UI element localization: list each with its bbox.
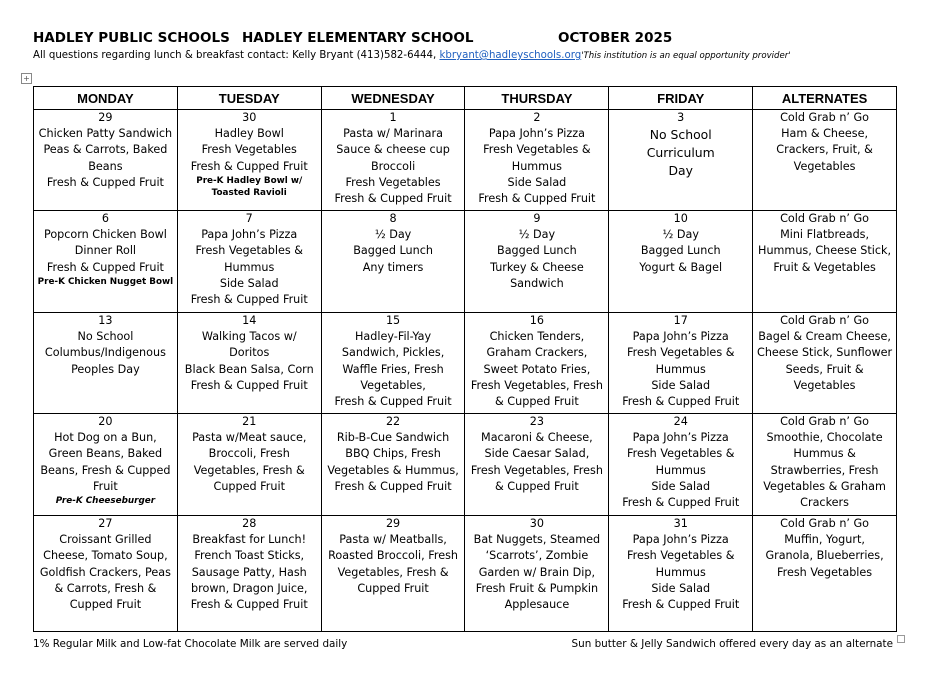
menu-item-line: Side Salad <box>507 175 567 189</box>
menu-cell-friday[interactable] <box>609 313 753 414</box>
cell-date: 29 <box>98 111 113 124</box>
equal-opportunity-note: 'This institution is an equal opportunity provider' <box>581 51 791 61</box>
menu-item-line: BBQ Chips, Fresh <box>345 447 441 461</box>
cell-date: 15 <box>385 314 401 327</box>
menu-item-line: Smoothie, Chocolate <box>766 431 883 445</box>
menu-item-line: Hummus <box>511 159 562 173</box>
menu-item-line: Croissant Grilled <box>59 533 152 547</box>
menu-cell-thursday[interactable] <box>465 414 609 516</box>
menu-item-line: Side Salad <box>219 276 279 290</box>
cell-date: 3 <box>677 111 685 124</box>
menu-item-line: Sweet Potato Fries, <box>483 362 591 376</box>
menu-cell-wednesday[interactable] <box>321 414 465 516</box>
menu-item-line: Granola, Blueberries, <box>765 549 884 563</box>
menu-item-line: Seeds, Fruit & <box>785 362 864 376</box>
menu-item-line: Hummus & <box>793 447 856 461</box>
week-row <box>34 516 897 632</box>
menu-item-line: Crackers, Fruit, & <box>776 143 873 157</box>
menu-item-line: Hadley-Fil-Yay <box>355 330 432 344</box>
menu-item-line: Roasted Broccoli, Fresh <box>328 549 458 563</box>
menu-item-line: Crackers <box>800 496 849 510</box>
pre-k-note: Pre-K Cheeseburger <box>55 496 156 507</box>
menu-item-line: Vegetables & Hummus, <box>327 463 459 477</box>
week-row <box>34 313 897 414</box>
menu-item-line: Cupped Fruit <box>357 581 429 595</box>
menu-item-line: Beans, Fresh & Cupped <box>40 463 171 477</box>
menu-item-line: Pasta w/ Meatballs, <box>339 533 447 547</box>
menu-item-line: Sandwich, Pickles, <box>341 346 445 360</box>
cell-date: 29 <box>385 517 401 530</box>
menu-item-line: Fresh Vegetables & <box>627 346 735 360</box>
district-title: HADLEY PUBLIC SCHOOLS <box>33 30 230 46</box>
menu-item-line: Fresh & Cupped Fruit <box>622 598 740 612</box>
menu-item-line: Breakfast for Lunch! <box>192 533 307 547</box>
cell-date: 17 <box>673 314 688 327</box>
menu-item-line: ½ Day <box>518 228 556 242</box>
menu-item-line: Popcorn Chicken Bowl <box>43 228 167 242</box>
menu-item-line: Dinner Roll <box>74 244 137 258</box>
cell-date: 22 <box>385 415 401 428</box>
menu-cell-tuesday[interactable] <box>177 110 321 211</box>
menu-item-line: Fresh Fruit & Pumpkin <box>475 581 599 595</box>
contact-email-link[interactable]: kbryant@hadleyschools.org <box>439 50 582 61</box>
menu-item-line: Fresh & Cupped Fruit <box>190 378 308 392</box>
menu-cell-alternates[interactable] <box>753 110 897 211</box>
menu-item-line: Side Salad <box>651 581 711 595</box>
week-row <box>34 211 897 313</box>
menu-item-line: ‘Scarrots’, Zombie <box>485 549 589 563</box>
menu-item-line: Cold Grab n’ Go <box>780 212 870 225</box>
menu-body <box>34 110 897 632</box>
menu-item-line: Papa John’s Pizza <box>632 533 729 547</box>
menu-item-line: Walking Tacos w/ <box>201 330 297 344</box>
menu-item-line: Fruit & Vegetables <box>773 260 876 274</box>
menu-item-line: Fresh & Cupped Fruit <box>190 598 308 612</box>
menu-item-line: Fresh & Cupped Fruit <box>334 395 452 409</box>
menu-item-line: Rib-B-Cue Sandwich <box>336 431 450 445</box>
menu-item-line: Bagged Lunch <box>353 244 433 258</box>
menu-cell-monday[interactable] <box>34 110 178 211</box>
menu-item-line: Fresh Vegetables <box>345 175 441 189</box>
menu-cell-tuesday[interactable] <box>177 211 321 313</box>
menu-item-line: Hummus <box>655 565 706 579</box>
menu-item-line: Fresh Vegetables <box>776 565 873 579</box>
menu-item-line: Turkey & Cheese <box>490 260 584 274</box>
menu-item-line: Fresh Vegetables & <box>483 143 591 157</box>
cell-date: 10 <box>673 212 688 225</box>
menu-item-line: & Cupped Fruit <box>495 395 579 409</box>
menu-item-line: Fresh & Cupped Fruit <box>622 395 740 409</box>
cell-date: 30 <box>242 111 257 124</box>
contact-text: All questions regarding lunch & breakfast contact: Kelly Bryant (413)582-6444, <box>33 50 440 61</box>
menu-item-line: Fresh & Cupped Fruit <box>622 496 740 510</box>
menu-cell-thursday[interactable] <box>465 211 609 313</box>
menu-cell-friday[interactable] <box>609 414 753 516</box>
school-title: HADLEY ELEMENTARY SCHOOL <box>242 30 474 46</box>
menu-item-line: Fresh & Cupped Fruit <box>190 159 308 173</box>
week-row <box>34 414 897 516</box>
menu-cell-monday[interactable] <box>34 211 178 313</box>
menu-item-line: Cupped Fruit <box>213 479 285 493</box>
menu-item-line: Sausage Patty, Hash <box>191 565 307 579</box>
menu-cell-alternates[interactable] <box>753 516 897 632</box>
menu-item-line: Papa John’s Pizza <box>488 127 585 141</box>
column-header-wednesday: WEDNESDAY <box>321 87 465 110</box>
no-school-line: Day <box>668 163 693 179</box>
contact-line <box>33 50 791 61</box>
cell-date: 16 <box>529 314 545 327</box>
menu-item-line: Fresh Vegetables & <box>627 447 735 461</box>
menu-item-line: Fresh Vegetables, Fresh <box>470 463 603 477</box>
menu-item-line: Fresh & Cupped Fruit <box>46 175 164 189</box>
column-header-alternates: ALTERNATES <box>753 87 897 110</box>
menu-item-line: French Toast Sticks, <box>194 549 305 563</box>
menu-item-line: Yogurt & Bagel <box>639 260 723 274</box>
cell-date: 7 <box>245 212 253 225</box>
menu-item-line: Bagged Lunch <box>497 244 577 258</box>
menu-item-line: Side Caesar Salad, <box>484 447 590 461</box>
menu-cell-alternates[interactable] <box>753 211 897 313</box>
menu-item-line: Fresh Vegetables & <box>195 244 303 258</box>
column-header-thursday: THURSDAY <box>465 87 609 110</box>
table-header-row <box>34 87 897 110</box>
cell-date: 8 <box>389 212 397 225</box>
menu-item-line: Ham & Cheese, <box>781 127 869 141</box>
menu-item-line: Fresh Vegetables, Fresh <box>470 378 603 392</box>
menu-item-line: Side Salad <box>651 378 711 392</box>
menu-cell-friday[interactable] <box>609 110 753 211</box>
menu-cell-monday[interactable] <box>34 516 178 632</box>
menu-cell-wednesday[interactable] <box>321 211 465 313</box>
column-header-monday: MONDAY <box>34 87 178 110</box>
month-title: OCTOBER 2025 <box>558 30 673 46</box>
menu-item-line: Graham Crackers, <box>486 346 588 360</box>
no-school-line: Curriculum <box>646 145 715 161</box>
cell-date: 1 <box>389 111 397 124</box>
menu-item-line: Hummus <box>655 463 706 477</box>
lunch-menu-table <box>33 86 897 632</box>
menu-cell-friday[interactable] <box>609 211 753 313</box>
menu-item-line: Fresh Vegetables <box>201 143 297 157</box>
menu-item-line: Vegetables & Graham <box>763 479 886 493</box>
menu-item-line: Fruit <box>93 479 118 493</box>
menu-item-line: Vegetables <box>793 378 856 392</box>
menu-item-line: ½ Day <box>662 228 699 242</box>
menu-item-line: Fresh & Cupped Fruit <box>190 293 308 307</box>
menu-item-line: Macaroni & Cheese, <box>481 431 593 445</box>
no-school-line: No School <box>649 127 712 143</box>
alternate-note: Sun butter & Jelly Sandwich offered every day as an alternate <box>571 638 893 650</box>
menu-cell-alternates[interactable] <box>753 414 897 516</box>
menu-item-line: Bagel & Cream Cheese, <box>758 330 891 344</box>
menu-cell-thursday[interactable] <box>465 516 609 632</box>
menu-cell-monday[interactable] <box>34 414 178 516</box>
menu-item-line: ½ Day <box>374 228 412 242</box>
menu-item-line: Bagged Lunch <box>640 244 721 258</box>
menu-cell-monday[interactable] <box>34 313 178 414</box>
menu-cell-wednesday[interactable] <box>321 313 465 414</box>
menu-item-line: Bat Nuggets, Steamed <box>473 533 601 547</box>
menu-item-line: Any timers <box>362 260 424 274</box>
menu-item-line: Fresh & Cupped Fruit <box>334 479 452 493</box>
menu-cell-wednesday[interactable] <box>321 110 465 211</box>
menu-item-line: Fresh Vegetables & <box>627 549 735 563</box>
menu-item-line: Cold Grab n’ Go <box>780 415 870 428</box>
cell-date: 23 <box>529 415 545 428</box>
menu-item-line: Vegetables, Fresh & <box>193 463 305 477</box>
menu-item-line: Pasta w/Meat sauce, <box>192 431 307 445</box>
cell-date: 27 <box>98 517 113 530</box>
menu-item-line: Peas & Carrots, Baked <box>43 143 168 157</box>
cell-date: 9 <box>533 212 541 225</box>
menu-item-line: Sandwich <box>510 276 564 290</box>
menu-item-line: Cupped Fruit <box>69 598 142 612</box>
menu-item-line: brown, Dragon Juice, <box>191 581 308 595</box>
menu-cell-tuesday[interactable] <box>177 516 321 632</box>
menu-item-line: Waffle Fries, Fresh <box>342 362 444 376</box>
cell-date: 6 <box>101 212 109 225</box>
menu-item-line: Peoples Day <box>71 362 140 376</box>
cell-date: 31 <box>673 517 688 530</box>
menu-item-line: Cold Grab n’ Go <box>780 517 870 530</box>
milk-note: 1% Regular Milk and Low-fat Chocolate Milk are served daily <box>33 638 348 650</box>
menu-item-line: Vegetables <box>793 159 856 173</box>
menu-item-line: Strawberries, Fresh <box>770 463 879 477</box>
pre-k-note: Pre-K Hadley Bowl w/ <box>196 175 303 186</box>
menu-item-line: Beans <box>88 159 123 173</box>
menu-item-line: Pasta w/ Marinara <box>343 127 443 141</box>
menu-item-line: Green Beans, Baked <box>48 447 163 461</box>
cell-date: 13 <box>98 314 113 327</box>
menu-item-line: Cheese Stick, Sunflower <box>757 346 893 360</box>
cell-date: 20 <box>98 415 113 428</box>
week-row <box>34 110 897 211</box>
menu-item-line: Papa John’s Pizza <box>201 228 298 242</box>
menu-cell-tuesday[interactable] <box>177 414 321 516</box>
menu-item-line: Hummus <box>655 362 706 376</box>
table-resize-handle-icon[interactable] <box>897 635 905 643</box>
cell-date: 30 <box>529 517 545 530</box>
menu-item-line: Fresh & Cupped Fruit <box>478 192 596 206</box>
menu-item-line: Hadley Bowl <box>214 127 284 141</box>
menu-item-line: Hummus <box>224 260 275 274</box>
menu-item-line: Cold Grab n’ Go <box>780 111 870 124</box>
menu-cell-thursday[interactable] <box>465 313 609 414</box>
menu-cell-friday[interactable] <box>609 516 753 632</box>
table-move-handle-icon[interactable]: + <box>21 73 32 84</box>
menu-item-line: Muffin, Yogurt, <box>784 533 865 547</box>
menu-cell-thursday[interactable] <box>465 110 609 211</box>
menu-item-line: & Carrots, Fresh & <box>54 581 157 595</box>
menu-item-line: Black Bean Salsa, Corn <box>184 362 314 376</box>
menu-item-line: Columbus/Indigenous <box>44 346 166 360</box>
menu-item-line: Vegetables, Fresh & <box>337 565 449 579</box>
pre-k-note: Pre-K Chicken Nugget Bowl <box>37 276 174 287</box>
menu-item-line: Hummus, Cheese Stick, <box>758 244 892 258</box>
menu-item-line: Mini Flatbreads, <box>780 228 870 242</box>
menu-item-line: Goldfish Crackers, Peas <box>39 565 171 579</box>
pre-k-note: Toasted Ravioli <box>211 187 287 198</box>
cell-date: 21 <box>242 415 257 428</box>
menu-item-line: Papa John’s Pizza <box>632 431 729 445</box>
cell-date: 2 <box>533 111 541 124</box>
menu-item-line: Hot Dog on a Bun, <box>54 431 157 445</box>
menu-item-line: Fresh & Cupped Fruit <box>334 192 452 206</box>
column-header-tuesday: TUESDAY <box>177 87 321 110</box>
menu-item-line: Cheese, Tomato Soup, <box>43 549 168 563</box>
menu-item-line: Fresh & Cupped Fruit <box>46 260 164 274</box>
menu-item-line: Papa John’s Pizza <box>632 330 729 344</box>
menu-item-line: Garden w/ Brain Dip, <box>478 565 596 579</box>
menu-item-line: Applesauce <box>504 598 570 612</box>
cell-date: 14 <box>242 314 257 327</box>
menu-cell-tuesday[interactable] <box>177 313 321 414</box>
menu-item-line: Chicken Tenders, <box>489 330 585 344</box>
menu-item-line: Sauce & cheese cup <box>336 143 450 157</box>
menu-item-line: Doritos <box>229 346 270 360</box>
menu-item-line: No School <box>77 330 134 344</box>
column-header-friday: FRIDAY <box>609 87 753 110</box>
menu-item-line: & Cupped Fruit <box>495 479 579 493</box>
menu-cell-wednesday[interactable] <box>321 516 465 632</box>
menu-item-line: Broccoli <box>370 159 416 173</box>
menu-cell-alternates[interactable] <box>753 313 897 414</box>
menu-item-line: Broccoli, Fresh <box>208 447 290 461</box>
menu-item-line: Vegetables, <box>360 378 426 392</box>
menu-item-line: Chicken Patty Sandwich <box>38 127 173 141</box>
cell-date: 24 <box>673 415 688 428</box>
menu-item-line: Side Salad <box>651 479 711 493</box>
menu-item-line: Cold Grab n’ Go <box>780 314 870 327</box>
cell-date: 28 <box>242 517 257 530</box>
